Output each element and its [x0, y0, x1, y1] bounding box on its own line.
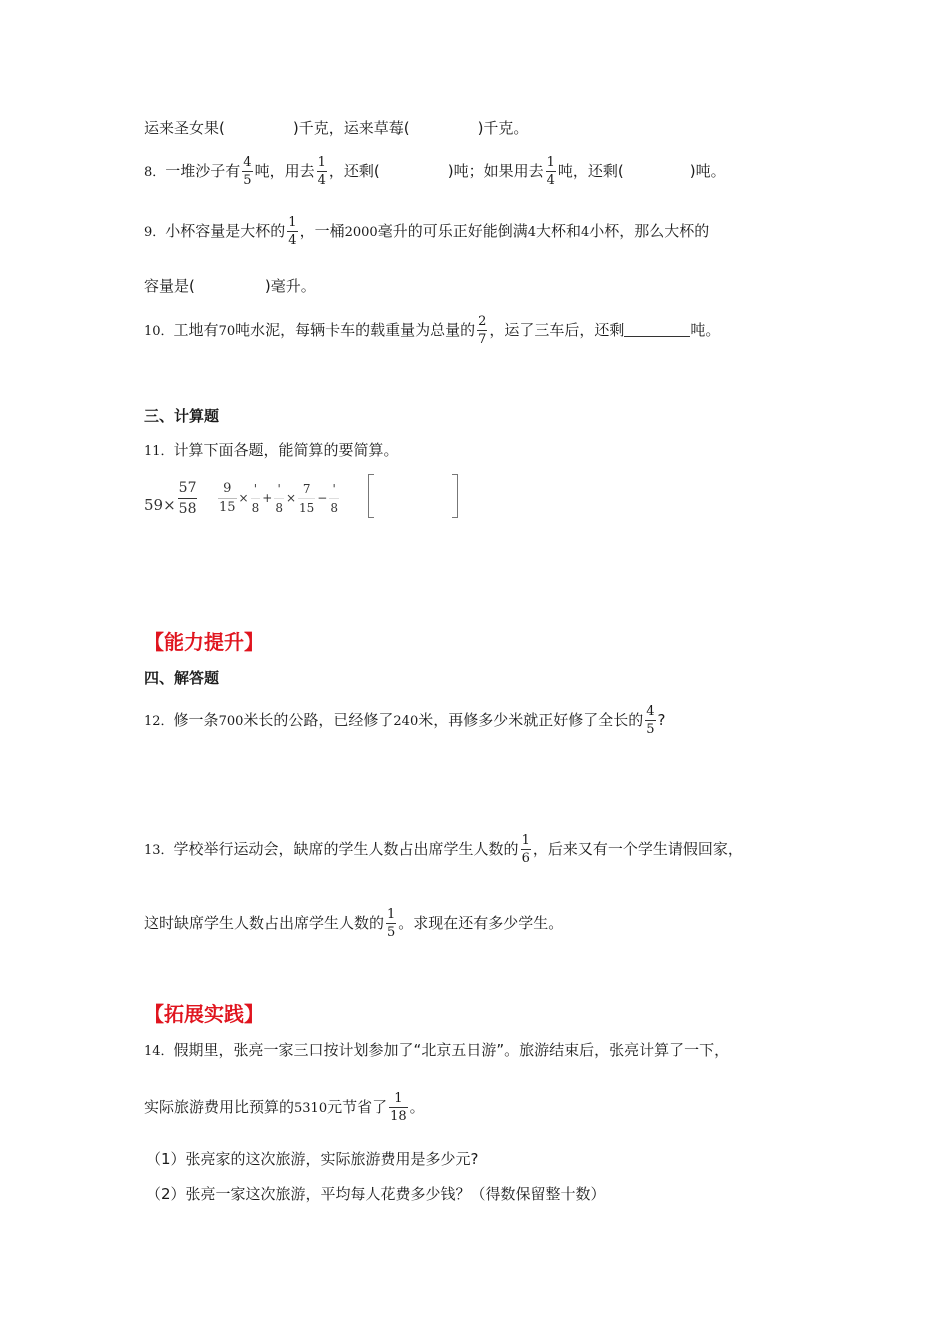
q10-text: ，运了三车后，还剩 [489, 321, 625, 339]
fraction-denominator: 6 [521, 851, 530, 866]
q14-text: 实际旅游费用比预算的 [144, 1098, 295, 1116]
fraction-denominator: 5 [243, 173, 252, 188]
fraction [242, 154, 252, 189]
q9-number: 9． [144, 225, 166, 240]
fraction-numerator: 4 [243, 155, 252, 170]
q9-number-value: 2000 [344, 225, 378, 240]
q10-text: 吨。 [690, 321, 721, 339]
q11-expression-3-bracket [368, 474, 458, 516]
q12-line [144, 703, 666, 738]
q11-expression-2 [216, 480, 341, 517]
fraction-denominator: 8 [274, 498, 284, 517]
fraction-numerator: 9 [223, 481, 232, 496]
q13-line-1 [144, 832, 743, 867]
q8-text: ，还剩( [328, 162, 380, 180]
q14-number: 14． [144, 1044, 174, 1059]
fraction [298, 480, 315, 517]
q10-text: 工地有 [173, 321, 219, 339]
q10-text: 吨水泥，每辆卡车的载重量为总量的 [235, 321, 476, 339]
q12-number-value: 700 [218, 714, 244, 729]
q9-text: 容量是( [144, 277, 195, 295]
q12-text: 米长的公路，已经修了 [243, 711, 394, 729]
fraction-denominator: 4 [317, 173, 326, 188]
q12-number-value: 240 [393, 714, 419, 729]
q12-number: 12． [144, 714, 174, 729]
fraction [386, 906, 396, 941]
q14-subquestion-1: （1）张亮家的这次旅游，实际旅游费用是多少元? [146, 1150, 479, 1168]
fraction-numerator: 4 [646, 704, 655, 719]
q12-text: 修一条 [173, 711, 219, 729]
practice-heading: 【拓展实践】 [144, 1002, 264, 1026]
fraction-denominator: 5 [387, 925, 396, 940]
q14-number-value: 5310 [294, 1101, 328, 1116]
fraction [218, 480, 237, 517]
q11-expression-1 [144, 478, 199, 519]
fraction [178, 478, 198, 519]
q12-text: ? [657, 711, 666, 729]
fraction-numerator: ' [277, 482, 281, 496]
fraction-numerator: ' [253, 482, 258, 496]
operator: − [317, 491, 328, 505]
q9-text: 小杯，那么大杯的 [589, 222, 710, 240]
q13-text: 学校举行运动会，缺席的学生人数占出席学生人数的 [173, 840, 519, 858]
q7-text: )千克。 [477, 119, 529, 137]
q14-subquestion-2: （2）张亮一家这次旅游，平均每人花费多少钱？（得数保留整十数） [146, 1185, 606, 1203]
fraction [521, 832, 531, 867]
q9-text: 大杯和 [535, 222, 581, 240]
fraction [274, 480, 284, 517]
fraction-denominator: 4 [288, 233, 297, 248]
fraction-numerator: 7 [302, 482, 311, 496]
fraction-numerator: 1 [387, 907, 396, 922]
q8-number: 8． [144, 165, 166, 180]
q14-line-2 [144, 1090, 425, 1125]
fraction-denominator: 7 [478, 332, 487, 347]
operator: × [285, 491, 297, 505]
q12-text: 米，再修多少米就正好修了全长的 [418, 711, 644, 729]
fraction-numerator: 1 [546, 155, 555, 170]
q8-text: )吨；如果用去 [447, 162, 544, 180]
q9-text: 小杯容量是大杯的 [165, 222, 286, 240]
q14-text: 假期里，张亮一家三口按计划参加了“北京五日游”。旅游结束后，张亮计算了一下， [173, 1041, 730, 1059]
q8-text: 吨，用去 [254, 162, 315, 180]
q13-text: 。求现在还有多少学生。 [398, 914, 564, 932]
fraction-numerator: ' [332, 482, 336, 496]
fraction-numerator: 1 [521, 833, 530, 848]
left-bracket [368, 474, 374, 518]
fraction-denominator: 58 [178, 498, 198, 519]
q8-line [144, 154, 726, 189]
fraction-denominator: 18 [390, 1109, 407, 1124]
q7-text: )千克，运来草莓( [292, 119, 410, 137]
fraction [329, 480, 339, 517]
q10-answer-line[interactable] [624, 322, 690, 337]
q11-number: 11． [144, 444, 174, 459]
q9-number-value: 4 [527, 225, 536, 240]
fraction [477, 313, 487, 348]
q13-line-2 [144, 906, 563, 941]
section-heading: 三、计算题 [144, 407, 220, 425]
fraction-numerator: 1 [394, 1091, 403, 1106]
q13-text: 这时缺席学生人数占出席学生人数的 [144, 914, 385, 932]
operator: + [262, 491, 273, 505]
section-heading: 四、解答题 [144, 669, 220, 687]
fraction-denominator: 8 [251, 498, 261, 517]
q11-text: 计算下面各题，能简算的要简算。 [173, 441, 399, 459]
fraction [251, 480, 261, 517]
q14-line-1 [144, 1039, 729, 1060]
fraction-denominator: 5 [646, 722, 655, 737]
fraction [645, 703, 655, 738]
ability-heading: 【能力提升】 [144, 630, 264, 654]
q9-line-1 [144, 214, 709, 249]
q13-number: 13． [144, 843, 174, 858]
fraction-numerator: 1 [317, 155, 326, 170]
fraction-denominator: 15 [219, 500, 236, 515]
fraction-denominator: 15 [298, 498, 315, 517]
fraction-numerator: 2 [478, 314, 487, 329]
q10-line [144, 313, 720, 348]
fraction [546, 154, 556, 189]
fraction [287, 214, 297, 249]
q8-text: 一堆沙子有 [165, 162, 241, 180]
expression-text: 59× [144, 495, 176, 514]
q8-text: 吨，还剩( [557, 162, 624, 180]
q7-line [144, 117, 528, 138]
fraction-numerator: 57 [178, 480, 197, 496]
q8-text: )吨。 [689, 162, 726, 180]
q14-text: 元节省了 [327, 1098, 388, 1116]
q9-line-2 [144, 275, 316, 296]
q9-text: 毫升的可乐正好能倒满 [377, 222, 528, 240]
q11-line [144, 439, 399, 460]
q9-text: ，一桶 [299, 222, 345, 240]
fraction-denominator: 4 [546, 173, 555, 188]
q14-text: 。 [409, 1098, 425, 1116]
q13-text: ，后来又有一个学生请假回家， [532, 840, 743, 858]
q10-number-value: 70 [218, 324, 236, 339]
q9-number-value: 4 [581, 225, 590, 240]
fraction-numerator: 1 [288, 215, 297, 230]
q7-text: 运来圣女果( [144, 119, 225, 137]
q10-number: 10． [144, 324, 174, 339]
q9-text: )毫升。 [264, 277, 316, 295]
operator: × [238, 491, 249, 505]
right-bracket [452, 474, 458, 518]
fraction [389, 1090, 408, 1125]
fraction [317, 154, 327, 189]
fraction-denominator: 8 [329, 498, 339, 517]
